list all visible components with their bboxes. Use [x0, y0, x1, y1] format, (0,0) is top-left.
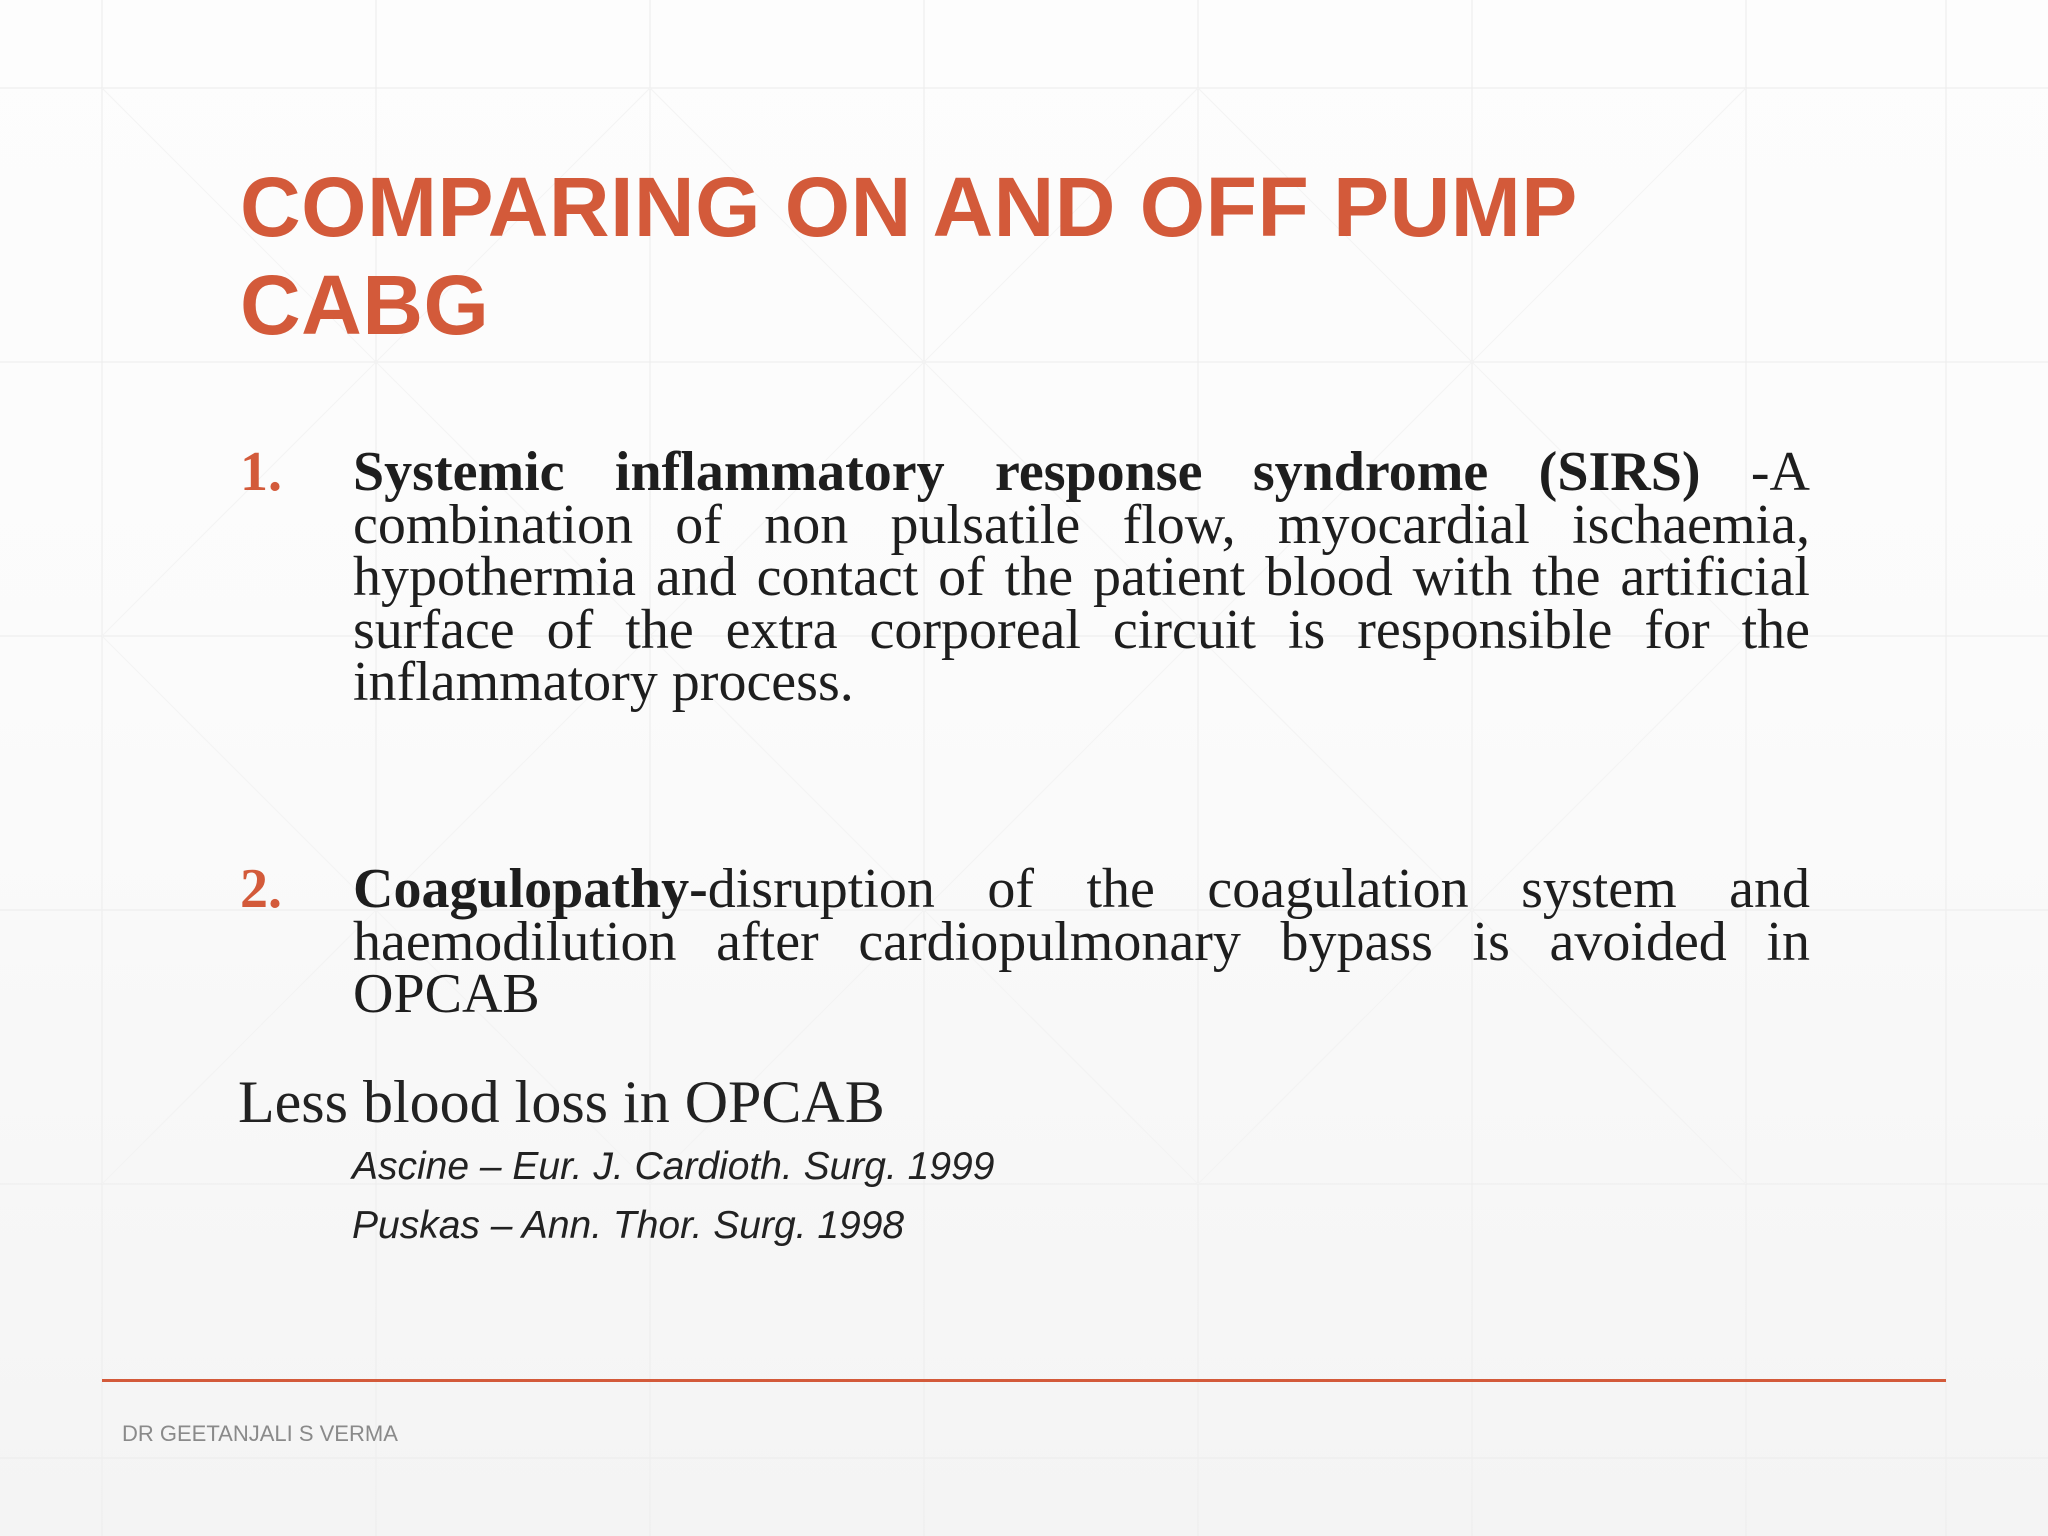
list-item-number: 2.: [240, 858, 282, 920]
reference-citation: Puskas – Ann. Thor. Surg. 1998: [352, 1204, 905, 1247]
footer-author: DR GEETANJALI S VERMA: [122, 1421, 398, 1446]
list-item-heading: Systemic inflammatory response syndrome (SIRS): [353, 441, 1701, 503]
footer-divider: [102, 1379, 1946, 1382]
list-item-number: 1.: [240, 441, 282, 503]
slide-title: COMPARING ON AND OFF PUMP CABG: [240, 160, 1577, 352]
less-blood-loss-statement: Less blood loss in OPCAB: [238, 1069, 885, 1135]
list-item-text: [353, 858, 1810, 1025]
list-item-body: disruption of the coagulation system and haemodilution after cardiopulmonary bypass is avoided in OPCAB: [353, 858, 1810, 1025]
list-item-text: [353, 441, 1810, 713]
list-item-heading: Coagulopathy-: [353, 858, 708, 920]
list-item-body: -A combination of non pulsatile flow, myocardial ischaemia, hypothermia and contact of the patient blood with the artificial surface of the extra corporeal circuit is responsible for the inflammatory process.: [353, 441, 1810, 713]
reference-citation: Ascine – Eur. J. Cardioth. Surg. 1999: [352, 1145, 995, 1188]
